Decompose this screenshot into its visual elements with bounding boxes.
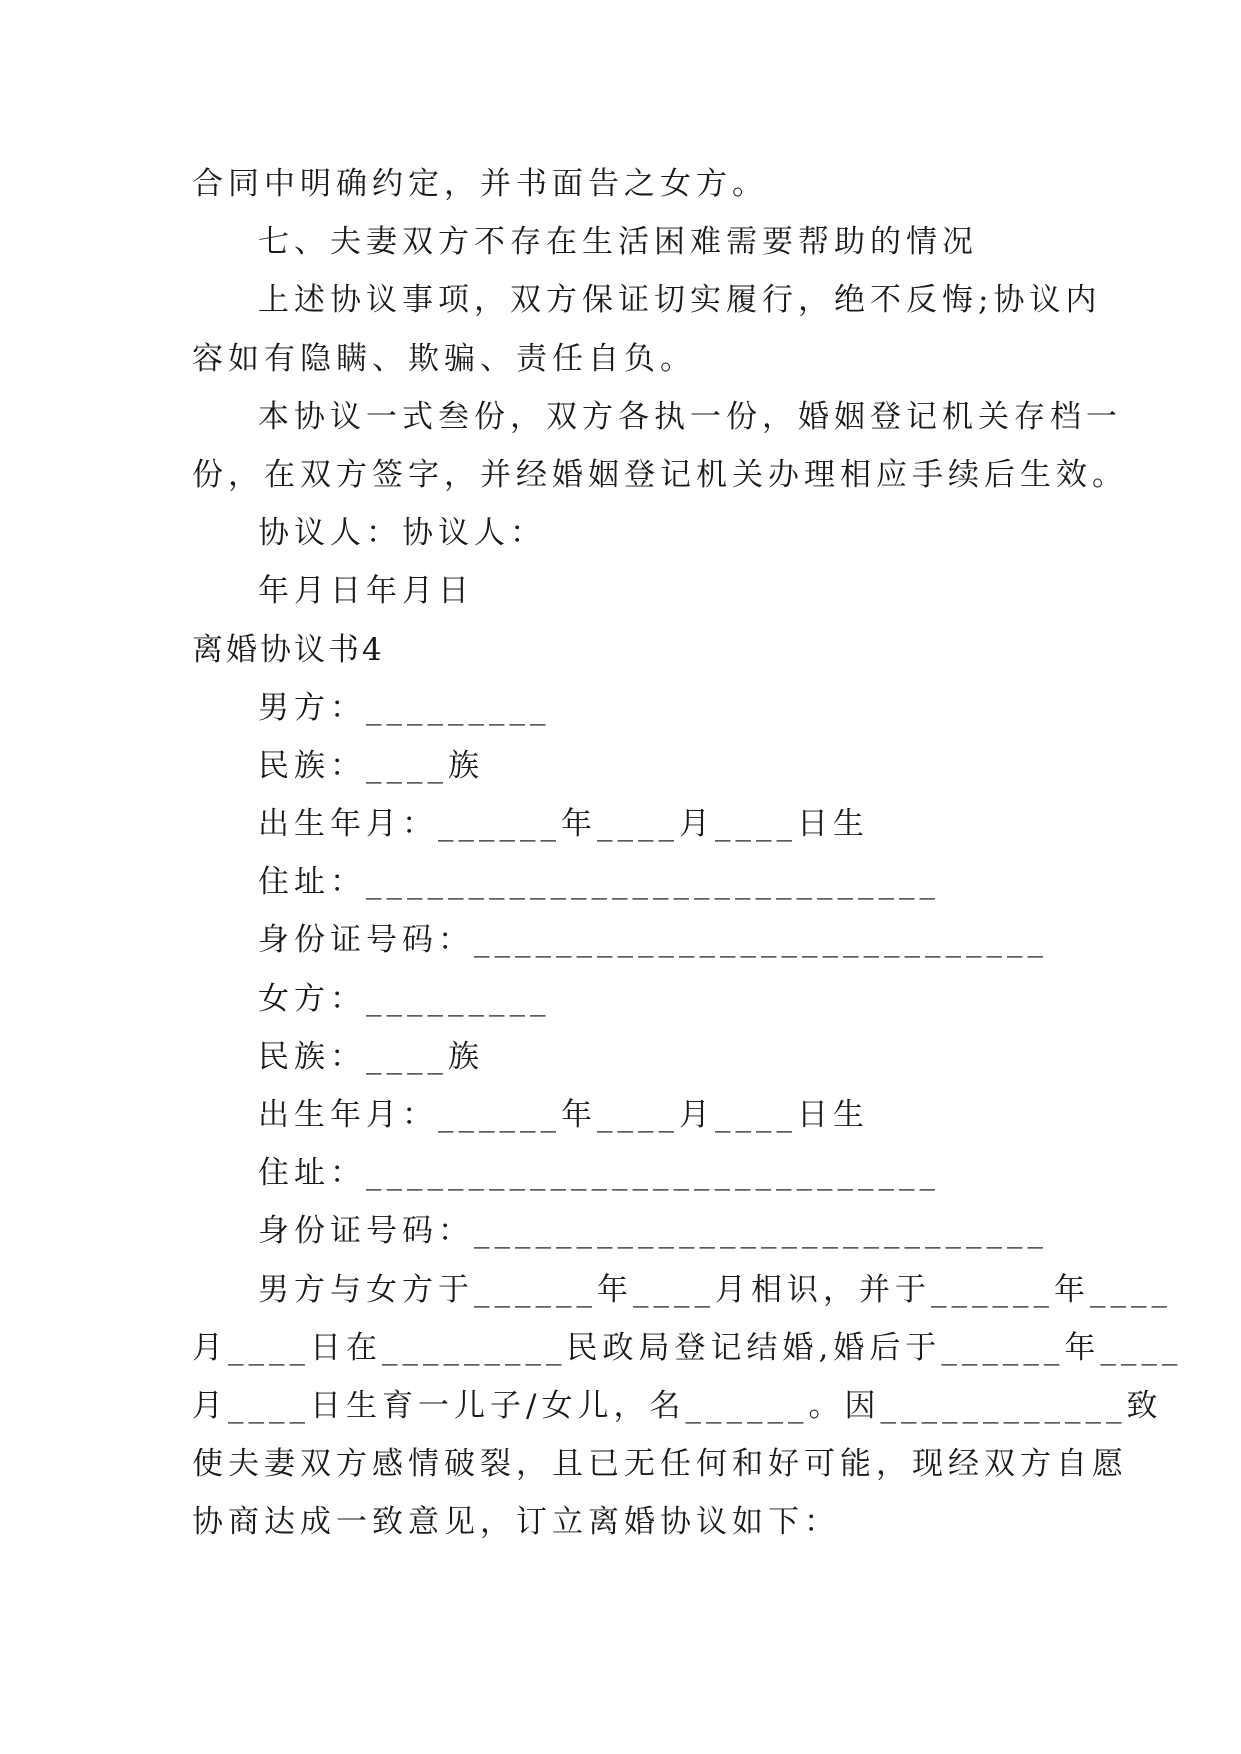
text-line: 身份证号码：____________________________: [258, 922, 1048, 959]
text-line: 男方：_________: [258, 689, 551, 726]
section-heading: 离婚协议书4: [192, 631, 385, 668]
text-line: 民族：____族: [258, 1038, 484, 1075]
text-line: 月____日生育一儿子/女儿，名______。因____________致: [192, 1387, 1163, 1424]
text-line: 协议人：协议人：: [258, 515, 546, 552]
text-line: 协商达成一致意见，订立离婚协议如下：: [192, 1504, 840, 1541]
agreement-text: [192, 155, 1183, 1552]
text-line: 身份证号码：____________________________: [258, 1213, 1048, 1250]
text-line: 住址：____________________________: [258, 864, 940, 901]
text-line: 女方：_________: [258, 980, 551, 1017]
text-line: 月____日在_________民政局登记结婚,婚后于______年____: [192, 1329, 1183, 1366]
text-line: 年月日年月日: [258, 573, 474, 610]
text-line: 七、夫妻双方不存在生活困难需要帮助的情况: [258, 224, 978, 261]
text-line: 合同中明确约定，并书面告之女方。: [192, 166, 768, 202]
text-line: 本协议一式叁份，双方各执一份，婚姻登记机关存档一: [258, 398, 1122, 435]
text-line: 容如有隐瞒、欺骗、责任自负。: [192, 340, 696, 377]
text-line: 出生年月：______年____月____日生: [258, 806, 869, 843]
text-line: 使夫妻双方感情破裂，且已无任何和好可能，现经双方自愿: [192, 1446, 1128, 1483]
text-line: 出生年月：______年____月____日生: [258, 1097, 869, 1133]
text-line: 份，在双方签字，并经婚姻登记机关办理相应手续后生效。: [192, 456, 1128, 493]
text-line: 民族：____族: [258, 747, 484, 784]
text-line: 男方与女方于______年____月相识，并于______年____: [258, 1271, 1172, 1308]
text-line: 上述协议事项，双方保证切实履行，绝不反悔;协议内: [258, 282, 1102, 319]
text-line: 住址：____________________________: [258, 1155, 940, 1192]
